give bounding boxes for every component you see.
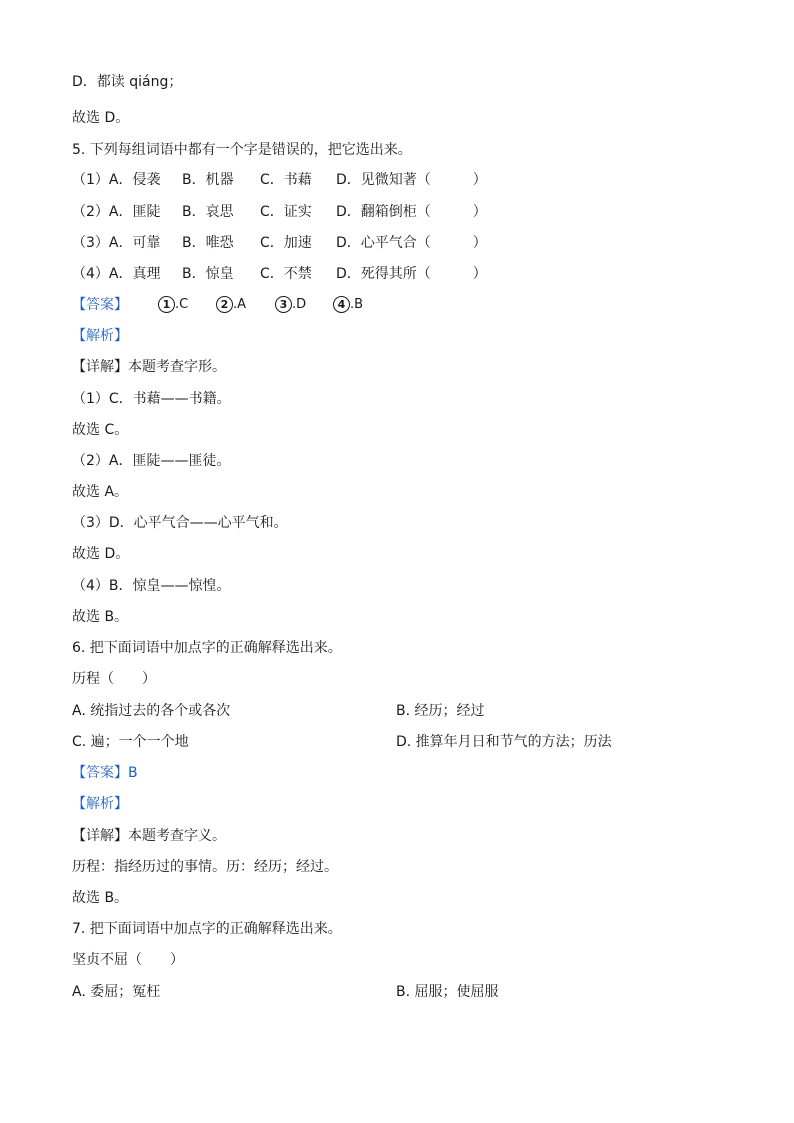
text-line: 故选 D。 [72,546,130,562]
option-c: C．书藉 [260,172,312,188]
option-b: B．哀思 [182,204,234,220]
answer-item [333,295,363,315]
text-line: （2）A．匪陡——匪徒。 [72,453,231,469]
answer-item [216,295,246,315]
text-line: 故选 A。 [72,484,129,500]
answer-value: .B [350,297,364,312]
option-d: D．见微知著（ ） [336,172,487,188]
circled-number-icon: 3 [275,296,292,313]
option-a: （2）A．匪陡 [72,204,161,220]
circled-number-icon: 2 [216,296,233,313]
option-b: B．惊皇 [182,266,234,282]
text-line: 故选 C。 [72,422,129,438]
question-7-stem: 7. 把下面词语中加点字的正确解释选出来。 [72,921,342,937]
option-d: D．翻箱倒柜（ ） [336,204,487,220]
option-c: C．证实 [260,204,312,220]
option-a: A. 委屈；冤枉 [72,984,161,1000]
answer-value: .D [292,297,307,312]
detail-line: 【详解】本题考查字义。 [72,828,226,844]
question-6-word: 历程（ ） [72,671,156,687]
analysis-label: 【解析】 [72,796,128,812]
answer-item [275,295,306,315]
text-line: 故选 D。 [72,110,130,126]
answer-value: .A [233,297,247,312]
option-c: C. 遍；一个一个地 [72,734,189,750]
answer-item [158,295,188,315]
circled-number-icon: 1 [158,296,175,313]
option-d: D. 推算年月日和节气的方法；历法 [396,734,612,750]
option-d: D．心平气合（ ） [336,235,487,251]
text-line: 故选 B。 [72,890,129,906]
circled-number-icon: 4 [333,296,350,313]
answer-value: .C [175,297,189,312]
option-c: C．不禁 [260,266,312,282]
option-b: B. 屈服；使屈服 [396,984,499,1000]
answer-label: 【答案】 [72,297,128,313]
text-line: 历程：指经历过的事情。历：经历；经过。 [72,859,338,875]
option-b: B. 经历；经过 [396,703,485,719]
text-line: D．都读 qiáng； [72,74,183,90]
option-a: （1）A．侵袭 [72,172,161,188]
option-c: C．加速 [260,235,312,251]
analysis-label: 【解析】 [72,328,128,344]
option-a: （4）A．真理 [72,266,161,282]
text-line: （3）D．心平气合——心平气和。 [72,515,288,531]
option-d: D．死得其所（ ） [336,266,487,282]
option-a: A. 统指过去的各个或各次 [72,703,231,719]
option-a: （3）A．可靠 [72,235,161,251]
option-b: B．机器 [182,172,234,188]
text-line: 故选 B。 [72,609,129,625]
text-line: （1）C．书藉——书籍。 [72,391,231,407]
question-6-stem: 6. 把下面词语中加点字的正确解释选出来。 [72,640,342,656]
answer-label: 【答案】B [72,765,138,781]
detail-line: 【详解】本题考查字形。 [72,359,226,375]
question-7-word: 坚贞不屈（ ） [72,952,184,968]
question-5-stem: 5. 下列每组词语中都有一个字是错误的，把它选出来。 [72,142,412,158]
text-line: （4）B．惊皇——惊惶。 [72,578,231,594]
option-b: B．唯恐 [182,235,234,251]
